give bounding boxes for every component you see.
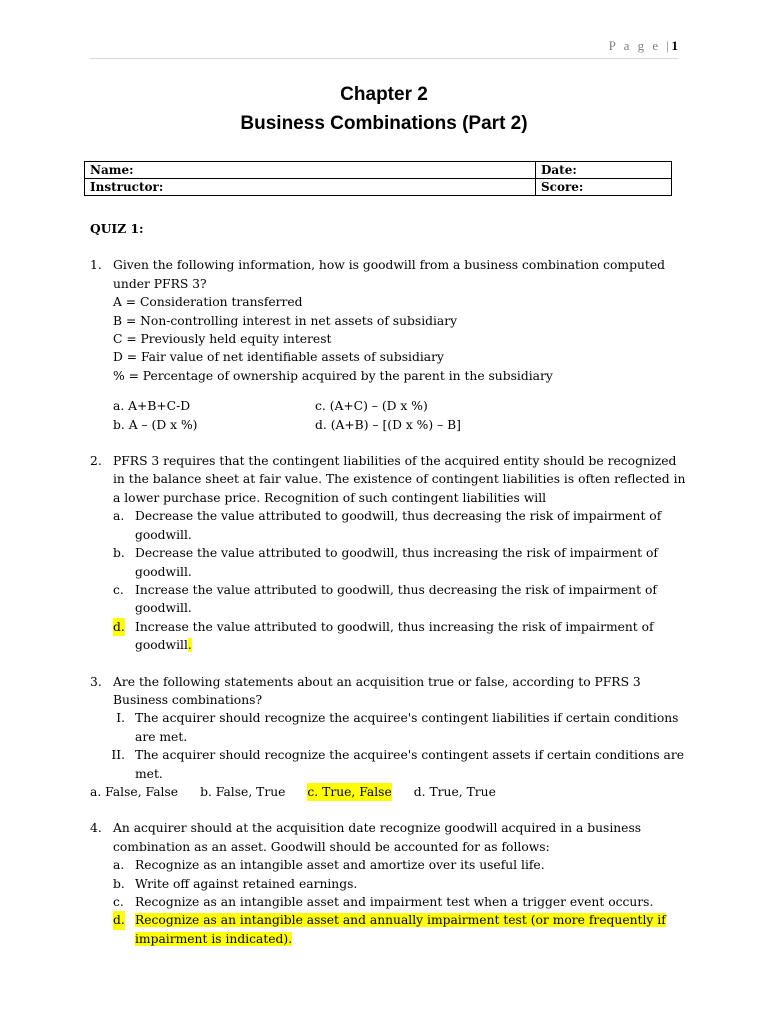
- option-b: b. Write off against retained earnings.: [113, 876, 358, 891]
- chapter-subtitle: Business Combinations (Part 2): [240, 113, 528, 134]
- option-d-answer: [113, 911, 690, 948]
- question-text: Given the following information, how is goodwill from a business combination computed under PFRS 3?: [113, 258, 665, 291]
- question-number: 4.: [90, 821, 102, 836]
- question-4: [90, 819, 690, 948]
- option-d: d. (A+B) – [(D x %) – B]: [315, 417, 461, 432]
- quiz-content: [90, 220, 690, 966]
- definition: B = Non-controlling interest in net assets of subsidiary: [113, 313, 458, 328]
- option-c: c. Increase the value attributed to goodwill, thus decreasing the risk of impairment of goodwill.: [113, 582, 657, 616]
- instructor-field[interactable]: Instructor:: [85, 179, 536, 196]
- question-text: PFRS 3 requires that the contingent liabilities of the acquired entity should be recognized in the balance sheet at fair value. The existence of contingent liabilities is often reflected in a lower purchase price. Recognition of such contingent liabilities will: [113, 454, 686, 505]
- answer-options: [90, 783, 690, 801]
- option-a: a. Decrease the value attributed to goodwill, thus decreasing the risk of impairment of goodwill.: [113, 509, 662, 542]
- name-field[interactable]: Name:: [85, 162, 536, 179]
- question-number: 1.: [90, 258, 102, 273]
- highlighted-answer-text: Recognize as an intangible asset and annually impairment test (or more frequently if impairment is indicated).: [135, 913, 666, 946]
- highlighted-answer-letter: d.: [113, 911, 125, 929]
- question-text: Are the following statements about an acquisition true or false, according to PFRS 3 Business combinations?: [113, 674, 641, 707]
- option-c-answer: c. True, False: [307, 783, 391, 801]
- header-rule: [90, 58, 678, 59]
- page-number: P a g e |1: [608, 38, 678, 53]
- option-b: b. A – (D x %): [113, 417, 198, 432]
- question-number: 2.: [90, 454, 102, 469]
- option-d: d. True, True: [413, 784, 496, 799]
- option-b: b. Decrease the value attributed to goodwill, thus increasing the risk of impairment of goodwill.: [113, 546, 658, 579]
- chapter-title: Chapter 2: [340, 84, 428, 105]
- question-3: [90, 673, 690, 802]
- definition: % = Percentage of ownership acquired by the parent in the subsidiary: [113, 368, 553, 383]
- option-a: a. False, False: [90, 784, 179, 799]
- definition: A = Consideration transferred: [113, 295, 303, 310]
- score-field[interactable]: Score:: [536, 179, 672, 196]
- question-1: [90, 256, 690, 434]
- date-field[interactable]: Date:: [536, 162, 672, 179]
- definition: C = Previously held equity interest: [113, 332, 332, 347]
- highlighted-answer-letter: d.: [113, 618, 125, 636]
- statement-1: I. The acquirer should recognize the acquiree's contingent liabilities if certain conditions are met.: [116, 711, 679, 744]
- option-c: c. (A+C) – (D x %): [315, 399, 428, 414]
- option-c: c. Recognize as an intangible asset and impairment test when a trigger event occurs.: [113, 895, 654, 909]
- quiz-heading: QUIZ 1:: [90, 221, 144, 236]
- question-number: 3.: [90, 674, 102, 689]
- option-a: a. Recognize as an intangible asset and amortize over its useful life.: [113, 858, 545, 873]
- highlighted-period: .: [187, 638, 192, 653]
- question-text: An acquirer should at the acquisition date recognize goodwill acquired in a business combination as an asset. Goodwill should be accounted for as follows:: [113, 821, 642, 854]
- option-d-answer: d. Increase the value attributed to goodwill, thus increasing the risk of impairment of goodwill.: [113, 619, 654, 653]
- student-info-table: [84, 161, 672, 196]
- statement-2: II. The acquirer should recognize the acquiree's contingent assets if certain conditions are met.: [111, 748, 685, 781]
- definition: D = Fair value of net identifiable assets of subsidiary: [113, 350, 444, 365]
- option-b: b. False, True: [200, 784, 286, 799]
- question-2: [90, 452, 690, 654]
- option-a: a. A+B+C-D: [113, 399, 191, 414]
